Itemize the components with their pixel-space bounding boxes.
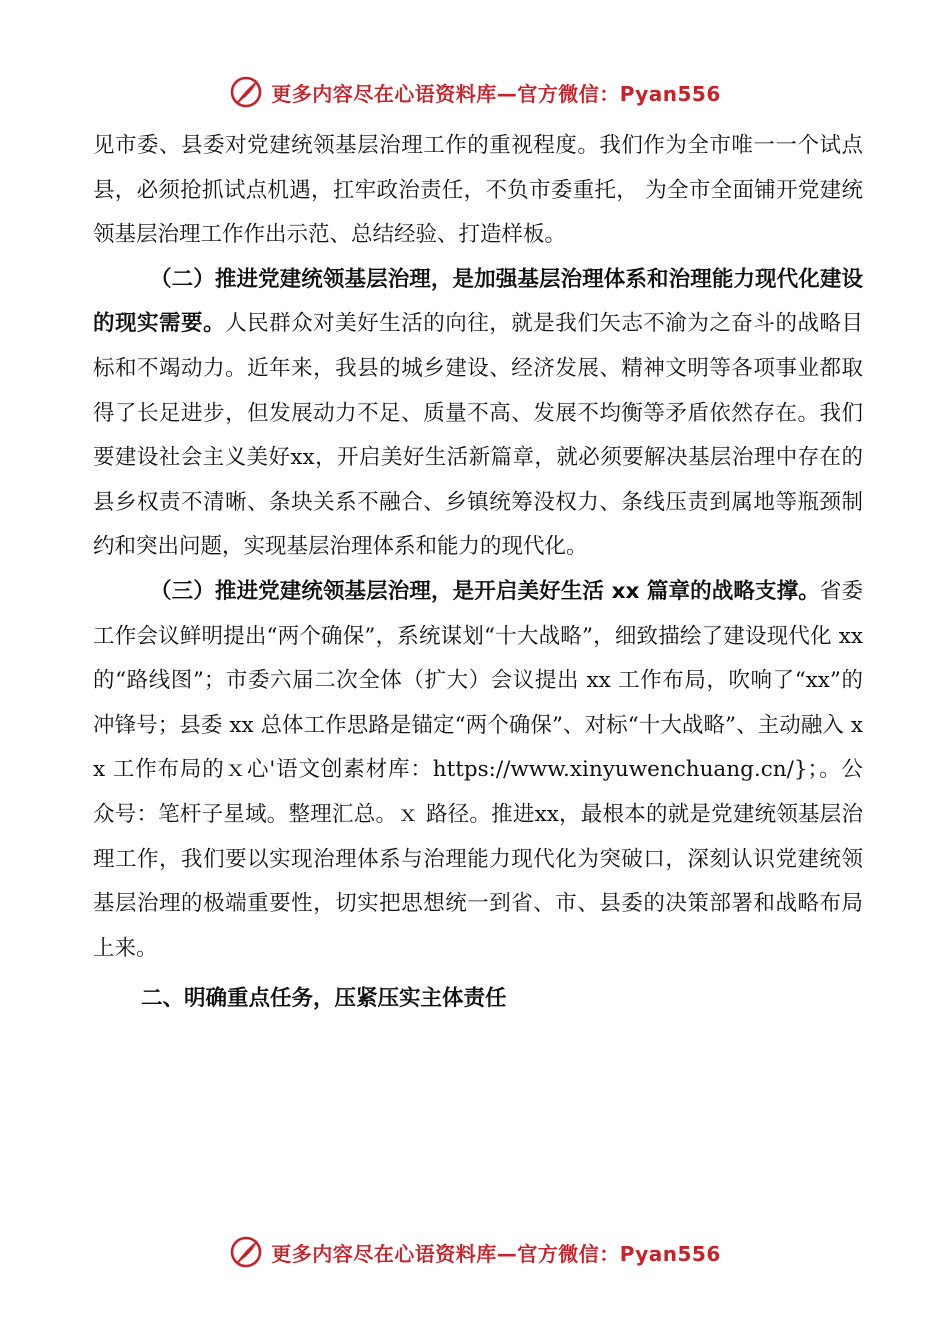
paragraph-continued: 见市委、县委对党建统领基层治理工作的重视程度。我们作为全市唯一一个试点县，必须抢抓试点机遇，扛牢政治责任，不负市委重托， 为全市全面铺开党建统领基层治理工作作出示范、总结经验、打造样板。 [93, 133, 863, 248]
paragraph-3 [93, 570, 863, 971]
paragraph-3-lead: （三）推进党建统领基层治理，是开启美好生活 xx 篇章的战略支撑。 [150, 578, 820, 604]
paragraph-3-text: 省委工作会议鲜明提出“两个确保”，系统谋划“十大战略”，细致描绘了建设现代化 xx 的“路线图”；市委六届二次全体（扩大）会议提出 xx 工作布局，吹响了“xx”的冲锋号；县委 xx 总体工作思路是锚定“两个确保”、对标“十大战略”、主动融入 xx 工作布局的ｘ心'语文创素材库：https://www.xinyuwenchuang.cn/}；。公众号：笔杆子星域。整理汇总。ｘ 路径。推进xx，最根本的就是党建统领基层治理工作，我们要以实现治理体系与治理能力现代化为突破口，深刻认识党建统领基层治理的极端重要性，切实把思想统一到省、市、县委的决策部署和战略布局上来。 [93, 578, 863, 961]
paragraph-2-text: 人民群众对美好生活的向往，就是我们矢志不渝为之奋斗的战略目标和不竭动力。近年来，我县的城乡建设、经济发展、精神文明等各项事业都取得了长足进步，但发展动力不足、质量不高、发展不均衡等矛盾依然存在。我们要建设社会主义美好xx，开启美好生活新篇章，就必须要解决基层治理中存在的县乡权责不清晰、条块关系不融合、乡镇统筹没权力、条线压责到属地等瓶颈制约和突出问题，实现基层治理体系和能力的现代化。 [93, 311, 863, 560]
paragraph-2-lead: （二）推进党建统领基层治理，是加强基层治理体系和治理能力现代化建设的现实需要。 [93, 266, 863, 337]
feather-pen-logo-icon [229, 1235, 263, 1269]
watermark-text-bottom: 更多内容尽在心语资料库—官方微信：Pyan556 [271, 1241, 721, 1266]
feather-pen-logo-icon [229, 75, 263, 109]
document-body [93, 124, 863, 1023]
paragraph-2 [93, 258, 863, 570]
watermark-banner-bottom [0, 1232, 950, 1272]
watermark-banner-top [0, 72, 950, 112]
watermark-text-top: 更多内容尽在心语资料库—官方微信：Pyan556 [271, 81, 721, 106]
section-heading: 二、明确重点任务，压紧压实主体责任 [141, 986, 507, 1012]
